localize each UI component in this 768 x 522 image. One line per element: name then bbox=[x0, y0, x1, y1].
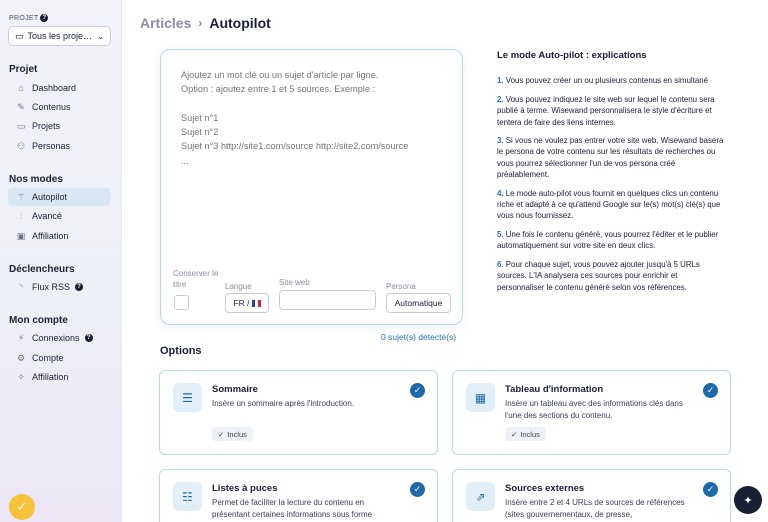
help-point: 1. Vous pouvez créer un ou plusieurs contenus en simultané bbox=[497, 76, 709, 86]
gift-icon: ▣ bbox=[16, 230, 26, 241]
included-badge: ✓ Inclus bbox=[505, 427, 546, 441]
chat-button[interactable] bbox=[734, 486, 762, 514]
sparkle-icon: ✧ bbox=[17, 371, 25, 382]
sidebar-item-autopilot[interactable]: ⚚ Autopilot bbox=[8, 188, 110, 206]
option-card-tableau[interactable]: ▦ Tableau d'information Insère un tableau avec des informations clés dans l'une des sections du contenu. ✓ ✓ Inclus bbox=[452, 370, 731, 455]
sidebar-item-affiliation[interactable]: ▣ Affiliation bbox=[16, 230, 69, 241]
detected-count: 0 sujet(s) détecté(s) bbox=[381, 332, 457, 342]
keep-title-checkbox[interactable] bbox=[174, 295, 189, 310]
help-point: 6. Pour chaque sujet, vous pouvez ajouter jusqu'à 5 URLs sources. L'IA analysera ces sources pour enrichir et personnaliser le contenu généré selon vos références. bbox=[497, 259, 700, 292]
folder-icon: ▭ bbox=[15, 30, 24, 41]
section-projet: Projet bbox=[9, 64, 38, 75]
sidebar-item-dashboard[interactable]: ⌂ Dashboard bbox=[8, 79, 110, 97]
sidebar-item-avance[interactable]: ⫶ Avancé bbox=[8, 207, 110, 225]
sidebar-item-compte[interactable]: ⚙ Compte bbox=[16, 352, 64, 363]
home-icon: ⌂ bbox=[18, 83, 24, 93]
help-point: 4. Le mode auto-pilot vous fournit en quelques clics un contenu riche et adapté à ce qu'attend Google sur le(s) mot(s) clé(s) que vous nous fournissez. bbox=[497, 188, 721, 221]
table-icon: ▦ bbox=[466, 383, 495, 412]
included-badge: ✓ Inclus bbox=[212, 427, 253, 441]
keep-title-label: Conserver le titre bbox=[173, 269, 219, 289]
fr-flag-icon bbox=[252, 300, 261, 307]
folder-icon: ▭ bbox=[16, 120, 26, 131]
sliders-icon: ⫶ bbox=[19, 210, 23, 221]
chat-icon: ✦ bbox=[743, 494, 753, 507]
language-select[interactable]: FR / bbox=[225, 293, 269, 313]
options-title: Options bbox=[160, 345, 202, 357]
section-modes: Nos modes bbox=[9, 174, 63, 185]
site-input[interactable] bbox=[279, 290, 376, 310]
check-icon[interactable]: ✓ bbox=[410, 482, 425, 497]
external-link-icon: ⇗ bbox=[466, 482, 495, 511]
sidebar-item-connexions[interactable]: ⚡ Connexions ? bbox=[8, 329, 110, 347]
upgrade-button[interactable] bbox=[9, 494, 35, 520]
help-icon[interactable]: ? bbox=[75, 283, 83, 291]
rss-icon: ◝ bbox=[19, 281, 23, 292]
sidebar-item-flux-rss[interactable]: ◝ Flux RSS ? bbox=[8, 278, 110, 296]
option-card-listes[interactable]: ☷ Listes à puces Permet de faciliter la lecture du contenu en présentant certaines informations sous forme ✓ bbox=[159, 469, 438, 522]
plug-icon: ⚡ bbox=[17, 332, 25, 343]
sidebar-item-contenus[interactable]: ✎ Contenus bbox=[8, 98, 110, 116]
lang-label: Langue bbox=[225, 282, 252, 291]
sidebar-item-projets[interactable]: ▭ Projets bbox=[16, 120, 61, 131]
breadcrumb bbox=[140, 15, 271, 31]
persona-label: Persona bbox=[386, 282, 416, 291]
project-label: PROJET ? bbox=[9, 14, 48, 22]
section-account: Mon compte bbox=[9, 315, 68, 326]
magic-wand-icon: ⚚ bbox=[16, 191, 26, 202]
help-point: 5. Une fois le contenu généré, vous pourrez l'éditer et le publier automatiquement sur votre site en deux clics. bbox=[497, 229, 719, 251]
section-triggers: Déclencheurs bbox=[9, 264, 75, 275]
bullet-list-icon: ☷ bbox=[173, 482, 202, 511]
sidebar-item-personas[interactable]: ⚇ Personas bbox=[16, 140, 71, 151]
magic-icon: ✓ bbox=[16, 499, 28, 514]
project-select[interactable]: ▭ Tous les proje… ⌄ bbox=[8, 26, 111, 46]
help-point: 3. Si vous ne voulez pas entrer votre site web, Wisewand basera le persona de votre contenu sur les résultats de recherches ou vous pourrez sélectionner l'un de vos persona créé préalablement. bbox=[497, 136, 724, 180]
page-title: Autopilot bbox=[209, 15, 271, 31]
sidebar-item-affiliation-2[interactable]: ✧ Affiliation bbox=[8, 368, 110, 386]
topics-editor bbox=[160, 49, 463, 325]
gear-icon: ⚙ bbox=[16, 352, 26, 363]
chevron-down-icon: ⌄ bbox=[97, 31, 104, 41]
persona-icon: ⚇ bbox=[16, 140, 26, 151]
option-card-sommaire[interactable]: ☰ Sommaire Insère un sommaire après l'introduction. ✓ ✓ Inclus bbox=[159, 370, 438, 455]
check-icon[interactable]: ✓ bbox=[703, 383, 718, 398]
help-point: 2. Vous pouvez indiquez le site web sur lequel le contenu sera publié à terme. Wisewand personnalisera le style d'écriture et tentera de faire des liens internes. bbox=[497, 94, 715, 127]
sidebar bbox=[0, 0, 122, 522]
check-icon[interactable]: ✓ bbox=[410, 383, 425, 398]
help-panel bbox=[497, 50, 725, 300]
site-label: Site web bbox=[279, 278, 310, 287]
help-title: Le mode Auto-pilot : explications bbox=[497, 50, 647, 61]
edit-icon: ✎ bbox=[17, 101, 25, 112]
topics-textarea[interactable] bbox=[181, 68, 446, 183]
check-icon[interactable]: ✓ bbox=[703, 482, 718, 497]
persona-select[interactable]: Automatique bbox=[386, 293, 451, 313]
help-icon[interactable]: ? bbox=[40, 14, 48, 22]
breadcrumb-articles[interactable]: Articles bbox=[140, 15, 192, 31]
list-icon: ☰ bbox=[173, 383, 202, 412]
option-card-sources[interactable]: ⇗ Sources externes Insère entre 2 et 4 URLs de sources de références (sites gouvernementaux, de presse, ✓ bbox=[452, 469, 731, 522]
help-icon[interactable]: ? bbox=[85, 334, 93, 342]
breadcrumb-separator: › bbox=[198, 16, 203, 30]
